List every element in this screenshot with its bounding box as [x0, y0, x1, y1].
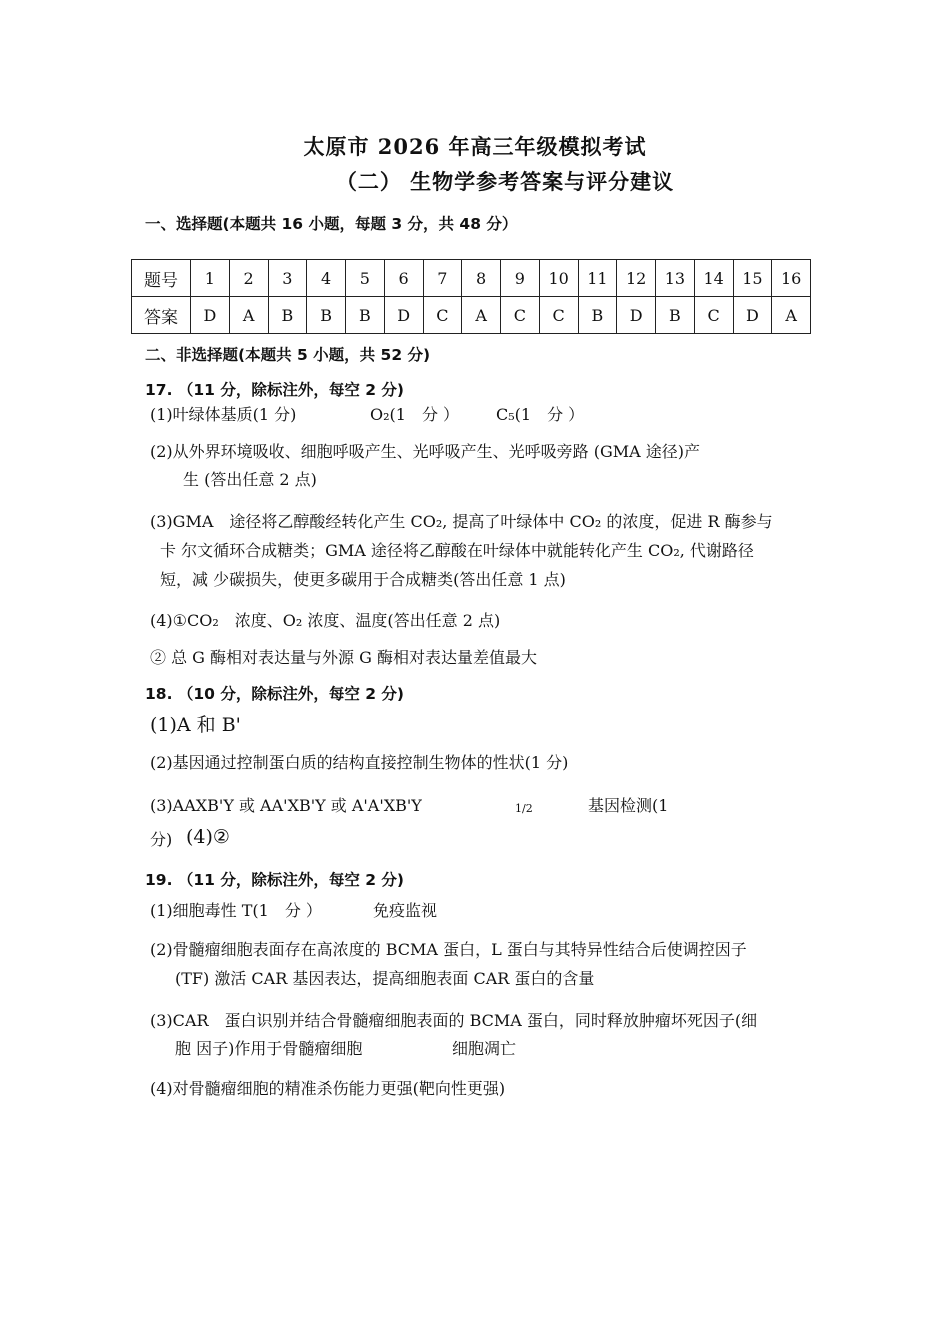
table-cell: A	[462, 297, 501, 334]
section-choice-heading: 一、选择题(本题共 16 小题，每题 3 分，共 48 分）	[145, 215, 518, 233]
table-cell: C	[423, 297, 462, 334]
q19-p1-b: 免疫监视	[373, 901, 438, 920]
table-cell: B	[268, 297, 307, 334]
q17-p1-a: (1)叶绿体基质(1 分)	[150, 405, 297, 424]
page-subtitle: （二） 生物学参考答案与评分建议	[335, 169, 675, 194]
table-row-numbers	[132, 260, 811, 297]
q19-header: 19. （11 分，除标注外，每空 2 分)	[145, 871, 404, 889]
table-cell: C	[501, 297, 540, 334]
table-cell: 6	[384, 260, 423, 297]
table-cell: D	[191, 297, 230, 334]
table-cell: C	[539, 297, 578, 334]
q17-p3-line2: 卡 尔文循环合成糖类；GMA 途径将乙醇酸在叶绿体中就能转化产生 CO₂, 代谢路径	[160, 541, 754, 560]
table-cell: 8	[462, 260, 501, 297]
q17-p1-c: C₅(1 分 ）	[496, 405, 585, 424]
table-cell: 16	[772, 260, 811, 297]
table-cell: 13	[656, 260, 695, 297]
q17-p2-line1: (2)从外界环境吸收、细胞呼吸产生、光呼吸产生、光呼吸旁路 (GMA 途径)产	[150, 442, 701, 461]
table-cell: B	[578, 297, 617, 334]
answer-table	[131, 259, 811, 334]
table-cell: A	[772, 297, 811, 334]
q19-p2-line2: (TF) 激活 CAR 基因表达，提高细胞表面 CAR 蛋白的含量	[175, 969, 595, 988]
q18-header: 18. （10 分，除标注外，每空 2 分)	[145, 685, 404, 703]
table-cell: C	[694, 297, 733, 334]
table-cell: 10	[539, 260, 578, 297]
q17-header: 17. （11 分，除标注外，每空 2 分)	[145, 381, 404, 399]
table-cell: 2	[229, 260, 268, 297]
q19-p3-line2a: 胞 因子)作用于骨髓瘤细胞	[175, 1039, 363, 1058]
table-cell: 5	[346, 260, 385, 297]
q18-p1: (1)A 和 B'	[150, 714, 241, 736]
table-cell: B	[307, 297, 346, 334]
q18-p4: (4)②	[186, 826, 230, 848]
table-cell: 7	[423, 260, 462, 297]
table-cell: 12	[617, 260, 656, 297]
page-title: 太原市 2026 年高三年级模拟考试	[303, 134, 647, 159]
table-cell: B	[346, 297, 385, 334]
table-cell: A	[229, 297, 268, 334]
q19-p1-a: (1)细胞毒性 T(1 分 ）	[150, 901, 322, 920]
table-cell: 3	[268, 260, 307, 297]
table-cell: 4	[307, 260, 346, 297]
table-cell: D	[617, 297, 656, 334]
q17-p3-line1: (3)GMA 途径将乙醇酸经转化产生 CO₂, 提高了叶绿体中 CO₂ 的浓度，促进 R 酶参与	[150, 512, 773, 531]
q18-p3-d: 分)	[150, 830, 173, 849]
table-cell: 1	[191, 260, 230, 297]
section-nonchoice-heading: 二、非选择题(本题共 5 小题，共 52 分)	[145, 346, 431, 364]
table-cell: D	[733, 297, 772, 334]
q18-p2: (2)基因通过控制蛋白质的结构直接控制生物体的性状(1 分)	[150, 753, 569, 772]
q19-p2-line1: (2)骨髓瘤细胞表面存在高浓度的 BCMA 蛋白，L 蛋白与其特异性结合后使调控因子	[150, 940, 747, 959]
q18-p3-b: 1/2	[515, 802, 533, 815]
q18-p3-c: 基因检测(1	[588, 796, 669, 815]
table-cell: 11	[578, 260, 617, 297]
q17-p4-line1: (4)①CO₂ 浓度、O₂ 浓度、温度(答出任意 2 点)	[150, 611, 501, 630]
q17-p2-line2: 生 (答出任意 2 点)	[183, 470, 317, 489]
table-header-answer: 答案	[132, 297, 191, 334]
table-cell: 14	[694, 260, 733, 297]
q17-p3-line3: 短，减 少碳损失，使更多碳用于合成糖类(答出任意 1 点)	[160, 570, 566, 589]
q19-p3-line1: (3)CAR 蛋白识别并结合骨髓瘤细胞表面的 BCMA 蛋白，同时释放肿瘤坏死因子(细	[150, 1011, 758, 1030]
table-header-number: 题号	[132, 260, 191, 297]
table-cell: 15	[733, 260, 772, 297]
q19-p4: (4)对骨髓瘤细胞的精准杀伤能力更强(靶向性更强)	[150, 1079, 506, 1098]
table-row-answers	[132, 297, 811, 334]
q18-p3-a: (3)AAXB'Y 或 AA'XB'Y 或 A'A'XB'Y	[150, 796, 422, 815]
table-cell: 9	[501, 260, 540, 297]
table-cell: D	[384, 297, 423, 334]
q17-p1-b: O₂(1 分 ）	[370, 405, 460, 424]
q19-p3-line2b: 细胞凋亡	[452, 1039, 517, 1058]
table-cell: B	[656, 297, 695, 334]
q17-p4-line2: ② 总 G 酶相对表达量与外源 G 酶相对表达量差值最大	[150, 648, 537, 667]
